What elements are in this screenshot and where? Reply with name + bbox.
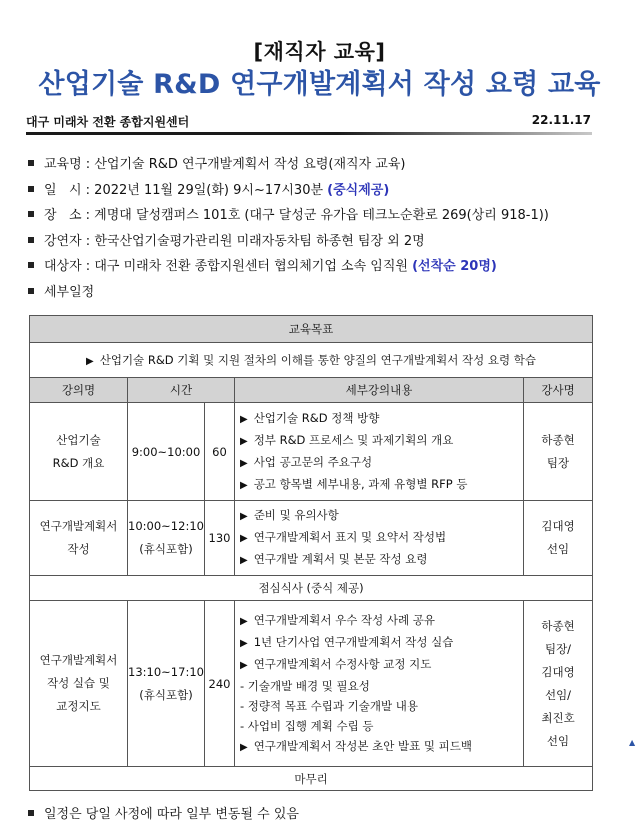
list-item: ▶ 정부 R&D 프로세스 및 과제기획의 개요 bbox=[240, 432, 454, 447]
lunch-break-row: 점심식사 (중식 제공) bbox=[30, 576, 593, 601]
schedule-table bbox=[29, 315, 593, 791]
square-bullet-icon bbox=[28, 262, 34, 268]
triangle-bullet-icon: ▶ bbox=[240, 741, 248, 753]
list-item: ▶ 연구개발계획서 작성본 초안 발표 및 피드백 bbox=[240, 738, 472, 753]
table-row bbox=[30, 501, 593, 576]
triangle-bullet-icon: ▶ bbox=[240, 555, 248, 566]
column-header-content: 세부강의내용 bbox=[235, 378, 524, 403]
square-bullet-icon bbox=[28, 211, 34, 217]
lecture-name: 산업기술 R&D 개요 bbox=[30, 403, 128, 501]
lecture-content bbox=[235, 601, 524, 767]
column-header-time: 시간 bbox=[128, 378, 235, 403]
lecture-minutes: 60 bbox=[205, 403, 235, 501]
lecture-minutes: 240 bbox=[205, 601, 235, 767]
square-bullet-icon bbox=[28, 237, 34, 243]
footnote: 일정은 당일 사정에 따라 일부 변동될 수 있음 bbox=[28, 803, 299, 822]
header-rule bbox=[26, 132, 592, 135]
lecture-time: 9:00~10:00 bbox=[128, 403, 205, 501]
column-header-lecture: 강의명 bbox=[30, 378, 128, 403]
lecture-time: 13:10~17:10 (휴식포함) bbox=[128, 601, 205, 767]
lecture-minutes: 130 bbox=[205, 501, 235, 576]
organization-name: 대구 미래차 전환 종합지원센터 bbox=[26, 115, 190, 129]
list-item: ▶ 연구개발 계획서 및 본문 작성 요령 bbox=[240, 552, 428, 566]
square-bullet-icon bbox=[28, 186, 34, 192]
goal-row bbox=[30, 343, 593, 378]
instructor-name: 김대영 선임 bbox=[524, 501, 593, 576]
list-item: - 정량적 목표 수립과 기술개발 내용 bbox=[240, 698, 418, 713]
lecture-name: 연구개발계획서 작성 bbox=[30, 501, 128, 576]
course-name-item: 교육명 : 산업기술 R&D 연구개발계획서 작성 요령(재직자 교육) bbox=[28, 152, 618, 178]
instructor-name: 하종현 팀장 bbox=[524, 403, 593, 501]
goal-text: 산업기술 R&D 기획 및 지원 절차의 이해를 통한 양질의 연구개발계획서 작성 요령 학습 bbox=[99, 353, 537, 367]
column-header-instructor: 강사명 bbox=[524, 378, 593, 403]
schedule-item: 세부일정 bbox=[28, 280, 618, 306]
instructor-name: 하종현 팀장/ 김대영 선임/ 최진호 선임 bbox=[524, 601, 593, 767]
square-bullet-icon bbox=[28, 160, 34, 166]
square-bullet-icon bbox=[28, 288, 34, 294]
triangle-bullet-icon: ▶ bbox=[240, 637, 248, 649]
list-item: ▶ 산업기술 R&D 정책 방향 bbox=[240, 410, 380, 425]
document-subtitle: [재직자 교육] bbox=[253, 40, 386, 64]
triangle-bullet-icon: ▶ bbox=[240, 659, 248, 671]
triangle-bullet-icon: ▶ bbox=[86, 356, 94, 367]
triangle-bullet-icon: ▶ bbox=[240, 413, 248, 425]
list-item: ▶ 연구개발계획서 수정사항 교정 지도 bbox=[240, 656, 432, 671]
triangle-bullet-icon: ▶ bbox=[240, 435, 248, 447]
triangle-bullet-icon: ▶ bbox=[240, 479, 248, 491]
triangle-bullet-icon: ▶ bbox=[240, 511, 248, 522]
list-item: ▶ 준비 및 유의사항 bbox=[240, 508, 339, 522]
capacity-note: (선착순 20명) bbox=[412, 259, 497, 274]
document-title: 산업기술 R&D 연구개발계획서 작성 요령 교육 bbox=[38, 69, 601, 100]
lecture-content bbox=[235, 501, 524, 576]
edge-arrow-icon: ▲ bbox=[629, 738, 636, 747]
triangle-bullet-icon: ▶ bbox=[240, 457, 248, 469]
list-item: ▶ 공고 항목별 세부내용, 과제 유형별 RFP 등 bbox=[240, 476, 468, 491]
course-info-list bbox=[28, 152, 618, 305]
list-item: ▶ 사업 공고문의 주요구성 bbox=[240, 454, 373, 469]
goal-header: 교육목표 bbox=[30, 316, 593, 343]
list-item: ▶ 연구개발계획서 표지 및 요약서 작성법 bbox=[240, 530, 447, 544]
square-bullet-icon bbox=[28, 810, 34, 816]
lecture-time: 10:00~12:10 (휴식포함) bbox=[128, 501, 205, 576]
document-date: 22.11.17 bbox=[531, 113, 591, 127]
lecture-content bbox=[235, 403, 524, 501]
lunch-note: (중식제공) bbox=[327, 182, 390, 198]
list-item: ▶ 1년 단기사업 연구개발계획서 작성 실습 bbox=[240, 634, 454, 649]
datetime-item: 일 시 : 2022년 11월 29일(화) 9시~17시30분 (중식제공) bbox=[28, 178, 618, 204]
triangle-bullet-icon: ▶ bbox=[240, 533, 248, 544]
place-item: 장 소 : 계명대 달성캠퍼스 101호 (대구 달성군 유가읍 테크노순환로 269(상리 918-1)) bbox=[28, 203, 618, 229]
triangle-bullet-icon: ▶ bbox=[240, 615, 248, 627]
table-row bbox=[30, 403, 593, 501]
list-item: ▶ 연구개발계획서 우수 작성 사례 공유 bbox=[240, 612, 435, 627]
lecturer-item: 강연자 : 한국산업기술평가관리원 미래자동차팀 하종현 팀장 외 2명 bbox=[28, 229, 618, 255]
list-item: - 사업비 집행 계획 수립 등 bbox=[240, 718, 374, 733]
list-item: - 기술개발 배경 및 필요성 bbox=[240, 678, 370, 693]
lecture-name: 연구개발계획서 작성 실습 및 교정지도 bbox=[30, 601, 128, 767]
closing-row: 마무리 bbox=[30, 767, 593, 791]
target-item: 대상자 : 대구 미래차 전환 종합지원센터 협의체기업 소속 임직원 (선착순 20명) bbox=[28, 254, 618, 280]
table-row bbox=[30, 601, 593, 767]
